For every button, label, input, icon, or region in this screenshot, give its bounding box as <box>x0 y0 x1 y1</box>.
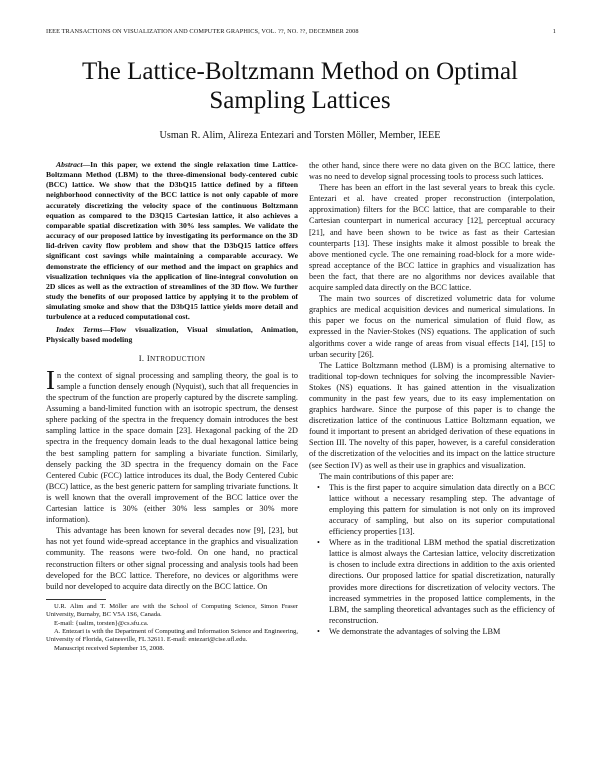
journal-header: IEEE TRANSACTIONS ON VISUALIZATION AND COMPUTER GRAPHICS, VOL. ??, NO. ??, DECEMBER 2008 <box>46 28 359 35</box>
footnotes <box>46 603 298 653</box>
index-terms-lead: Index Terms <box>56 324 103 334</box>
intro-paragraph-5: The main two sources of discretized volumetric data for volume graphics are medical acquisition devices and numerical simulations. In this paper we focus on the numerical simulation of fluid flow, as expressed in the Navier-Stokes (NS) equations. The application of such algorithms cover a wide range of areas from visual effects [14], [15] to urban security [26]. <box>309 294 555 359</box>
contribution-item: • Where as in the traditional LBM method the spatial discretization lattice is almost always the Cartesian lattice, velocity discretization is chosen to include extra directions in addition to the axis oriented directions. Our proposed lattice for spatial discretization, naturally provides more directions for discretization of velocity vectors. The increased symmetries in the proposed lattice complements, in the LBM, the sampling theoretical advantages such as the efficiency of reconstruction. <box>329 537 555 626</box>
intro-paragraph-4: There has been an effort in the last several years to break this cycle. Entezari et al. have created proper reconstruction (interpolation, approximation) filters for the BCC lattice, that are comparable to their Cartesian counterpart in numerical accuracy [12], perceptual accuracy [21], and have been shown to be twice as fast as their Cartesian counterparts [13]. These insights make it almost possible to break the above mentioned cycle. The one remaining road-block for a more wide-spread acceptance of the BCC lattice in graphics and visualization has been the fact, that there are no algorithms nor devices available that acquire sampled data directly on the BCC lattice. <box>309 183 555 293</box>
section-heading-rest: NTRODUCTION <box>150 354 206 363</box>
intro-paragraph-7: The main contributions of this paper are: <box>319 471 454 481</box>
footnote-manuscript-date: Manuscript received September 15, 2008. <box>54 644 165 652</box>
author-list: Usman R. Alim, Alireza Entezari and Torsten Möller, Member, IEEE <box>159 130 441 141</box>
contributions-list <box>309 482 555 637</box>
abstract-lead: Abstract <box>56 160 83 169</box>
intro-paragraph-3: the other hand, since there were no data given on the BCC lattice, there was no need to develop signal processing tools to process such lattices. <box>309 161 555 182</box>
abstract-text: —In this paper, we extend the single relaxation time Lattice-Boltzmann Method (LBM) to the three-dimensional body-centered cubic (BCC) lattice. We show that the D3bQ15 lattice defined by a fifteen neighborhood connectivity of the BCC lattice is not only capable of more accurately discretizing the velocity space of the continuous Boltzmann equation as compared to the D3Q15 Cartesian lattice, it also achieves a comparable spatial discretization with 30% less samples. We validate the accuracy of our proposed lattice by investigating its performance on the 3D lid-driven cavity flow problem and show that the D3bQ15 lattice offers significant cost savings while maintaining a comparable accuracy. We demonstrate the efficiency of our method and the impact on graphics and visualization techniques via the application of line-integral convolution on 2D slices as well as the extraction of streamlines of the 3D flow. We further study the benefits of our proposed lattice by applying it to the problem of simulating smoke and show that the D3bQ15 lattice yields more detail and turbulence at a reduced computational cost. <box>46 160 298 322</box>
footnote-rule <box>46 599 106 600</box>
section-heading-initial: I <box>146 352 151 363</box>
running-header <box>46 28 556 35</box>
section-numeral: I. <box>138 352 145 363</box>
footnote-email-1: E-mail: {ualim, torsten}@cs.sfu.ca. <box>54 619 149 627</box>
right-column <box>309 160 555 637</box>
index-terms <box>46 325 298 345</box>
index-terms-text: —Flow visualization, Visual simulation, Animation, Physically based modeling <box>46 324 298 344</box>
contribution-item: • This is the first paper to acquire simulation data directly on a BCC lattice without a necessary resampling step. The advantage of employing this pattern for simulation is not only on its improved accuracy of sampling, but also on its superior computational efficiency properties [13]. <box>329 482 555 537</box>
page-number: 1 <box>552 28 556 35</box>
left-column <box>46 160 298 653</box>
footnote-affiliation-2: A. Entezari is with the Department of Computing and Information Science and Engineering, University of Florida, Gainesville, FL 32611. E-mail: entezari@cise.ufl.edu. <box>46 628 298 644</box>
paper-title: The Lattice-Boltzmann Method on Optimal Sampling Lattices <box>82 58 518 114</box>
section-heading-introduction <box>46 353 298 365</box>
abstract <box>46 160 298 323</box>
contribution-item: • We demonstrate the advantages of solving the LBM <box>329 626 555 637</box>
intro-paragraph-1: In the context of signal processing and sampling theory, the goal is to sample a function densely enough (Nyquist), such that all frequencies in the spectrum of the function are properly captured by the discrete sampling. Assuming a band-limited function with an isotropic spectrum, the densest sphere packing of the spectra in the frequency domain introduces the best sampling lattice in the space domain [23]. Hexagonal packing of the 2D spectra in the frequency domain leads to the dual hexagonal lattice being the best sampling pattern for sampling a bivariate function. Similarly, densely packing the 3D spectra in the frequency domain on the Face Centered Cubic (FCC) lattice introduces its dual, the Body Centered Cubic (BCC) lattice, as the best generic pattern for sampling trivariate functions. It is well known that the overall improvement of the BCC lattice over the Cartesian lattice is 30% (either 30% less samples or 30% more information). <box>46 364 298 525</box>
intro-paragraph-2: This advantage has been known for several decades now [9], [23], but has not yet found wide-spread acceptance in the graphics and visualization community. The reasons were two-fold. On one hand, no practical reconstruction filters or other signal processing and analysis tools had been developed for the BCC lattice. Therefore, no devices or algorithms were build nor developed to acquire data directly on the BCC lattice. On <box>46 526 298 591</box>
intro-paragraph-6: The Lattice Boltzmann method (LBM) is a promising alternative to traditional top-down techniques for solving the incompressible Navier-Stokes (NS) equations. It has gained attention in the visualization community in the past few years, due to its easy implementation on graphics hardware. Since the purpose of this paper is to change the discretization lattice of the continuous Lattice Boltzmann equation, we found it important to present an abridged derivation of these equations in Section III. The novelty of this paper, however, is a careful consideration of the discretization of the velocities and its impact on the lattice structure (see Section IV) as well as their use in graphics and visualization. <box>309 360 555 470</box>
footnote-affiliation-1: U.R. Alim and T. Möller are with the School of Computing Science, Simon Fraser University, Burnaby, BC V5A 1S6, Canada. <box>46 602 298 619</box>
